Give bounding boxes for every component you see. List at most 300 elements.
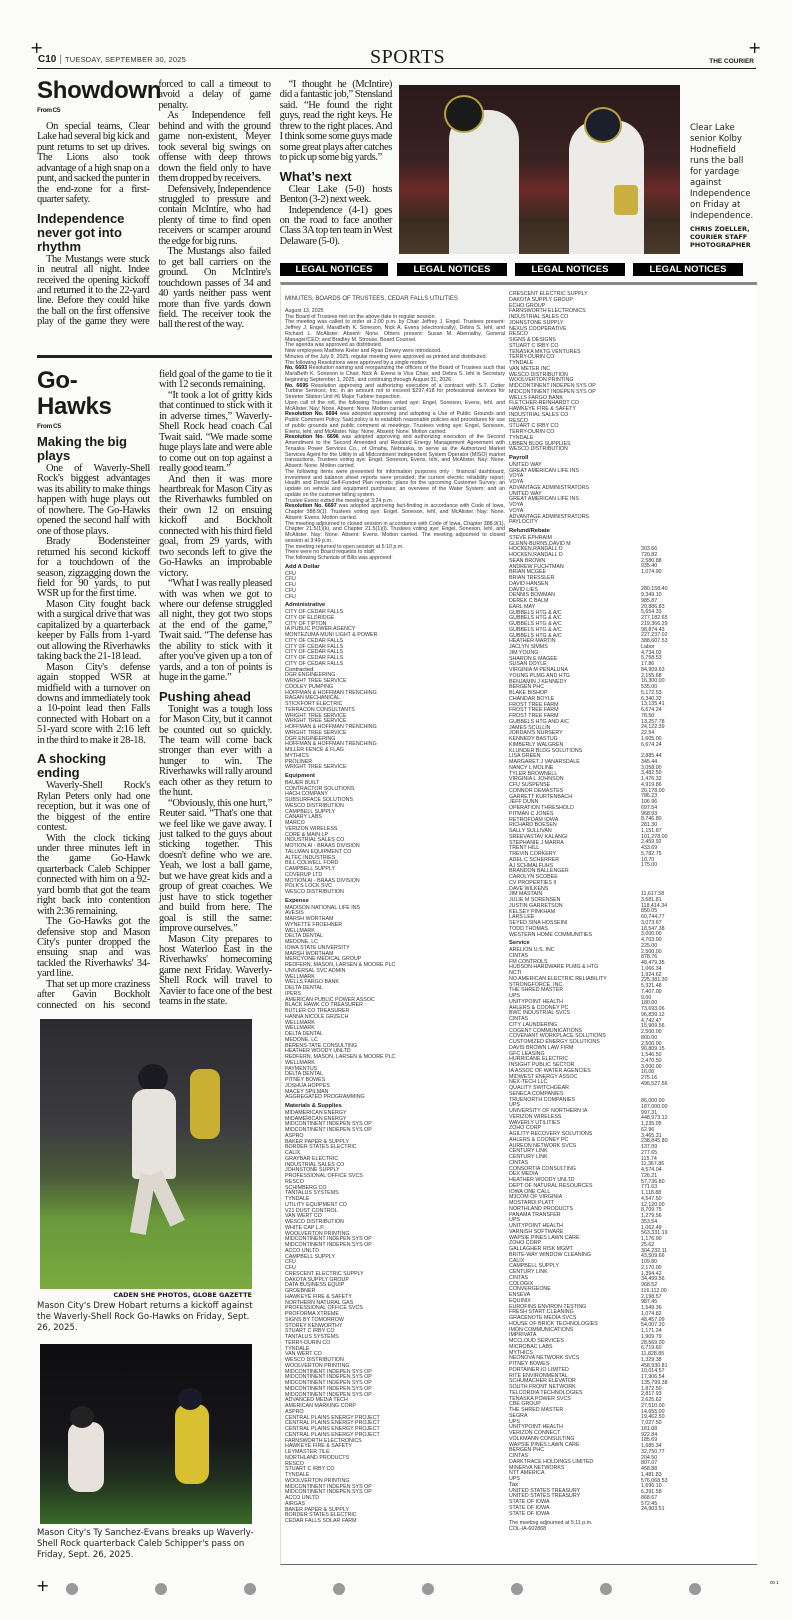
bill-amount: 1,074.90: [641, 569, 662, 575]
vendor-name: CONSORTIA CONSULTING: [509, 1165, 576, 1172]
headline: Showdown: [37, 77, 162, 104]
bill-amount: 180.00: [641, 1000, 658, 1007]
vendor-name: SIGNS BY TOMORROW: [285, 1316, 344, 1323]
bill-amount: 563,331.19: [641, 1230, 668, 1237]
vendor-name: JIM YOUNG: [509, 649, 539, 656]
bill-amount: 4,703.00: [641, 937, 662, 943]
paragraph: With the clock ticking under three minutes left in the game Go-Hawk quarterback Caleb Schipper connected with him on a 92-yard bomb that got the team right back into contention with 2:36 remaining.: [37, 832, 150, 917]
vendor-name: GLENN-BURNS,DAVID M: [509, 540, 571, 547]
vendor-name: TALLMAN EQUIPMENT CO: [285, 848, 352, 855]
vendor-name: ARELION U.S. INC: [509, 947, 555, 953]
vendor-name: HAWKEYE FIRE & SAFETY: [285, 1443, 352, 1450]
bill-amount: 277,182.65: [641, 615, 668, 621]
bill-amount: 60,744.77: [641, 914, 665, 920]
bill-amount: 12,120.00: [641, 1201, 665, 1208]
bill-amount: 5,654.33: [641, 609, 662, 616]
vendor-name: MIDCONTINENT INDEPEN SYS OP: [509, 388, 596, 395]
bill-amount: 2,580.88: [641, 557, 662, 564]
vendor-name: CAMPBELL SUPPLY: [509, 1263, 560, 1270]
bill-amount: 303.66: [641, 546, 658, 552]
vendor-name: NORTHLAND PRODUCTS: [509, 1205, 574, 1212]
legal-title: MINUTES, BOARDS OF TRUSTEES, CEDAR FALLS UTILITIES: [285, 296, 458, 302]
vendor-name: UNITED WAY: [509, 490, 542, 497]
paragraph: Mason City fought back with a surgical drive that was capitalized by a quarterback keeper by Falls from 1-yard out allowing the Riverhawks taking back the 21-18 lead.: [37, 598, 150, 663]
vendor-name: TELCORDIA TECHNOLOGIES: [509, 1389, 583, 1396]
vendor-name: WELLMARK: [285, 927, 315, 934]
registration-mark: +: [748, 38, 762, 57]
vendor-name: PROFORMA XTREME: [285, 1311, 339, 1317]
vendor-name: MIDCONTINENT INDEPEN SYS OP: [285, 1368, 372, 1375]
bill-amount: 1,696.10: [641, 1483, 662, 1490]
bill-amount: 3,000.00: [641, 931, 662, 938]
bill-amount: 458.88: [641, 1466, 658, 1472]
vendor-name: NORTHERN NATURAL GAS: [285, 1299, 354, 1306]
paper-name: THE COURIER: [709, 58, 754, 65]
vendor-name: CINTAS: [509, 1159, 529, 1166]
vendor-name: VERIZON CONNECT: [509, 1430, 561, 1436]
vendor-name: AIRGAS: [285, 1500, 306, 1507]
vendor-name: CAMPBELL SUPPLY: [285, 866, 336, 872]
bill-amount: 9.00: [641, 994, 652, 1001]
minutes-text: was adopted approving and authorizing execution of the Second Amendment to the Second Amended and Restated Energy Management Agreement with Tenaska Power Services Co., of Omaha, Nebraska, to serve as the Authorized Market Services Agent for the Utility in all Midcontinent Independent System Operator (MISO) market transactions. Trustees voting aye: Engel, Soneson, Evens, Iehl, and McAlister. Nay: None. Absent: None. Motion carried.: [285, 434, 505, 469]
vendor-name: M3COM OF VIRGINIA: [509, 1194, 563, 1201]
bill-amount: 54,007.20: [641, 1322, 665, 1329]
paragraph: “Obviously, this one hurt,” Reuter said. “That's one that we feel like we gave away. I just talked to the guys about sticking together. This doesn't define who we are. Yeah, we lost a ball game, but we have great kids and a group of great coaches. We just have to stick together and build from here. The goal is still the same: improve ourselves.”: [159, 797, 272, 935]
vendor-name: BERENS-TATE CONSULTING: [285, 1042, 358, 1049]
vendor-name: JOHNSTONE SUPPLY: [509, 319, 564, 326]
bill-amount: 57,736.80: [641, 1178, 665, 1185]
vendor-name: UNITED WAY: [509, 461, 542, 468]
subhead: Making the big plays: [37, 434, 127, 463]
bill-amount: 3,465.31: [641, 1132, 662, 1139]
vendor-name: TYNDALE: [285, 1345, 310, 1352]
vendor-name: AUREON NETWORK SVCS: [509, 1142, 577, 1149]
bill-amount: 34,499.56: [641, 1276, 665, 1283]
bill-amount: 106.96: [641, 799, 658, 805]
vendor-name: PROFESSIONAL OFFICE SVCS: [285, 1305, 363, 1312]
bill-amount: 1,329.38: [641, 1356, 662, 1363]
section-divider: [37, 355, 272, 358]
vendor-name: JOHNSTONE SUPPLY: [285, 1167, 340, 1174]
vendor-name: SCHUMACHER ELEVATOR: [509, 1378, 576, 1385]
vendor-name: STEPHANIE J MARRA: [509, 839, 564, 846]
vendor-name: CENTRAL PLAINS ENERGY PROJECT: [285, 1431, 380, 1438]
vendor-name: CENTURY LINK: [509, 1148, 548, 1155]
bill-amount: 17,906.54: [641, 1374, 665, 1380]
vendor-name: ZOHO CORP: [509, 1125, 542, 1132]
vendor-name: CITY OF CEDAR FALLS: [285, 660, 344, 667]
vendor-name: COGENT COMMUNICATIONS: [509, 1027, 583, 1034]
vendor-name: WESCO DISTRIBUTION: [285, 802, 344, 809]
bill-amount: 24,122.39: [641, 724, 665, 731]
issue-date: TUESDAY, SEPTEMBER 30, 2025: [64, 55, 186, 64]
bill-amount: 935.40: [641, 563, 658, 570]
vendor-name: WAVERLY UTILITIES: [509, 1119, 561, 1126]
bill-amount: 968.52: [641, 1282, 658, 1288]
vendor-name: UPS: [509, 1476, 520, 1482]
vendor-name: NO AMERICAN ELECTRIC RELIABILITY: [509, 975, 607, 982]
vendor-name: JACLYN SIMMS: [509, 644, 548, 650]
vendor-name: FROST TREE FARM: [509, 713, 559, 719]
vendor-name: CFU: [285, 576, 296, 583]
paragraph: And then it was more heartbreak for Mason City as the Riverhawks fumbled on their own 12 on ensuing kickoff and Bockholt connected with his third field goal, from 29 yards, with two seconds left to give the Go-Hawks an improbable victory.: [159, 473, 272, 579]
vendor-name: SHARON E MAGEE: [509, 655, 558, 662]
vendor-name: VERIZON WIRELESS: [285, 825, 338, 832]
vendor-name: INSIGHT PUBLIC SECTOR: [509, 1062, 575, 1068]
bill-amount: 101,278.00: [641, 833, 668, 840]
bill-amount: 807.07: [641, 1460, 658, 1467]
vendor-name: MEDONE, LC: [285, 1036, 318, 1043]
bill-amount: 572.45: [641, 1500, 658, 1507]
vendor-name: KENNEDY BASTUG: [509, 736, 558, 742]
vendor-name: UTILITY EQUIPMENT CO: [285, 1201, 347, 1208]
photo-caption: [690, 123, 756, 249]
bill-category: Equipment: [285, 773, 315, 779]
minutes-paragraph: [285, 470, 505, 499]
bill-category: Service: [509, 940, 530, 947]
paragraph: That set up more craziness after Gavin Bockholt connected on his second field goal of the game to tie it with 12 seconds remaining.: [37, 369, 272, 1011]
minutes-paragraph: [285, 556, 505, 562]
vendor-name: FROST TREE FARM: [509, 701, 559, 708]
vendor-name: SEYED SINA HOSSEINI: [509, 920, 568, 926]
vendor-name: WAPSIE PINES LAWN CARE: [509, 1234, 580, 1241]
minutes-text: Resolution approving and authorizing execution of a contract with S.T. Cotter Turbine Services, Inc. in an amount not to exceed $297,418 for professional services for Streeter Station Unit #6 Major Turbine Inspection.: [285, 382, 505, 400]
vendor-name: JEFF DUNN: [509, 799, 539, 806]
bill-amount: 86,000.00: [641, 1098, 665, 1104]
vendor-name: MYTHICS: [285, 752, 309, 759]
vendor-name: GUBBELS HTG AND A/C: [509, 718, 570, 725]
bill-amount: 987.45: [641, 1299, 658, 1306]
vendor-name: MILLER FENCE & FLAG: [285, 747, 344, 753]
vendor-name: MIDCONTINENT INDEPEN SYS OP: [285, 1391, 372, 1398]
vendor-name: HOCKEN,RANDALL D: [509, 552, 563, 558]
vendor-name: CRESCENT ELECTRIC SUPPLY: [285, 1270, 364, 1277]
vendor-name: AMERICAN PUBLIC POWER ASSOC: [285, 996, 375, 1003]
bill-amount: 2,155.68: [641, 672, 662, 679]
vendor-name: PROLINER: [285, 758, 313, 765]
paragraph: The Go-Hawks got the defensive stop and Mason City's punter dropped the ensuing snap and was tackled the Riverhawks' 34-yard line.: [37, 916, 150, 980]
registration-dot: [244, 1583, 256, 1595]
vendor-name: PAYLOCITY: [509, 519, 538, 526]
bill-amount: 458,930.81: [641, 1362, 668, 1369]
vendor-name: WELLMARK: [285, 1019, 315, 1026]
registration-mark: +: [30, 38, 44, 57]
vendor-name: BRIAN TRESSLER: [509, 575, 555, 581]
bill-amount: 225,381.30: [641, 977, 668, 984]
bill-amount: 985.87: [641, 597, 658, 604]
vendor-name: CENTURY LINK: [509, 1269, 548, 1275]
bill-amount: 1,066.34: [641, 965, 662, 972]
registration-dot: [689, 1583, 701, 1595]
vendor-name: BAKER PAPER & SUPPLY: [285, 1138, 349, 1145]
vendor-name: GREAT AMERICAN LIFE INS: [509, 496, 579, 503]
bill-amount: 4,734.02: [641, 649, 662, 656]
photo-credit: CADEN SHE PHOTOS, GLOBE GAZETTE: [113, 1291, 252, 1300]
legal-column-2: [509, 292, 637, 1533]
vendor-name: WESCO DISTRIBUTION: [285, 1219, 344, 1225]
vendor-name: MARCO: [285, 820, 305, 826]
vendor-name: NORTHLAND PRODUCTS: [285, 1454, 350, 1461]
vendor-name: RESCO: [509, 417, 528, 424]
vendor-name: WESTERN HOME COMMUNITIES: [509, 931, 592, 938]
vendor-name: TREVIN CORKERY: [509, 851, 556, 857]
vendor-name: HOUSE OF BRICK TECHNOLOGIES: [509, 1320, 598, 1327]
vendor-name: MARGARET J VANARSDALE: [509, 759, 580, 765]
vendor-name: TYNDALE: [509, 434, 534, 441]
vendor-name: STUART C IRBY CO: [509, 342, 559, 349]
vendor-name: ASPRO: [285, 1408, 304, 1415]
vendor-name: CONNOR DEMASTES: [509, 787, 564, 794]
vendor-name: CENTRAL PLAINS ENERGY PROJECT: [285, 1426, 380, 1432]
vendor-name: CITY OF TIPTON: [285, 620, 327, 627]
vendor-name: WOOLVERTON PRINTING: [285, 1477, 350, 1484]
bill-amount: 2,817.93: [641, 1391, 662, 1398]
paragraph: Mason City's defense again stopped WSR at midfield with a turnover on downs and immediately took a 10-point lead then Falls connected with Hobart on a 51-yard score with 2:16 left in the third to make it 28-18.: [37, 661, 150, 746]
bill-amount: 4,574.04: [641, 1167, 662, 1173]
paragraph: Waverly-Shell Rock's Rylan Peters only had one reception, but it was one of the biggest of the entire contest.: [37, 780, 150, 834]
vendor-name: INDUSTRIAL SALES CO: [509, 314, 569, 320]
vendor-name: COVERUP LTD: [285, 871, 323, 878]
vendor-name: CV PROPERTIES II: [509, 879, 557, 886]
photo-credit: CHRIS ZOELLER, COURIER STAFF PHOTOGRAPHER: [690, 225, 751, 249]
vendor-name: CITY OF CEDAR FALLS: [285, 637, 344, 644]
vendor-name: UPS: [509, 993, 520, 999]
vendor-name: BILL COLWELL FORD: [285, 860, 339, 867]
bill-amount: 20,178.00: [641, 787, 665, 794]
vendor-name: WRIGHT TREE SERVICE: [285, 712, 347, 719]
vendor-name: CITY LAUNDERING: [509, 1021, 558, 1028]
vendor-name: MIDCONTINENT INDEPEN SYS OP: [285, 1121, 372, 1128]
vendor-name: QUALITY SWITCHGEAR: [509, 1085, 569, 1091]
bill-amount: 62.96: [641, 1126, 655, 1133]
section-title: SPORTS: [370, 46, 446, 68]
bill-amount: 850.05: [641, 908, 658, 915]
vendor-name: IA ASSOC OF WATER AGENCIES: [509, 1067, 591, 1074]
vendor-name: CFU: [285, 593, 296, 600]
vendor-name: HUDSON HARDWARE PLMG & HTG: [509, 964, 599, 971]
vendor-name: UBBEN BLDG SUPPLIES: [509, 440, 571, 447]
vendor-name: CENTURY LINK: [509, 1154, 548, 1160]
minutes-text: [285, 309, 505, 562]
vendor-name: OPERATION THRESHOLD: [509, 805, 574, 811]
header-rule: [37, 68, 756, 69]
vendor-name: NEXUS COOPERATIVE: [509, 325, 567, 332]
bill-category: Contracted: [285, 666, 314, 673]
bill-amount: 227,237.02: [641, 632, 668, 639]
vendor-name: MIDCONTINENT INDEPEN SYS OP: [285, 1380, 372, 1386]
vendor-name: CORE & MAIN LP: [285, 831, 328, 838]
bill-amount: 1,171.24: [641, 1328, 662, 1334]
vendor-name: PANAMA TRANSFER: [509, 1211, 561, 1218]
vendor-name: BRIAN MCGEE: [509, 569, 547, 576]
vendor-name: GREAT AMERICAN LIFE INS: [509, 467, 579, 474]
vendor-name: CITY OF CEDAR FALLS: [285, 649, 344, 656]
vendor-name: HAWKEYE FIRE & SAFETY: [509, 406, 576, 412]
bill-amount: 1,476.32: [641, 776, 662, 782]
vendor-name: ADVANTAGE ADMINISTRATORS: [509, 484, 589, 491]
bill-category: Administrative: [285, 602, 326, 609]
minutes-text: The following items were presented for information purposes only : financial dashboard, investment and balance sheet reports were provided; the current electric reliability report; Health and Dental Self-Funded Plan reports; plans for the upcoming Customer Survey; an update on vehicle and equipment purchases; an overview of the Water System; and an update on the customer billing system.: [285, 468, 505, 498]
vendor-name: CONVERGEONE: [509, 1286, 551, 1293]
vendor-name: FRESH START CLEANING: [509, 1309, 574, 1316]
vendor-name: FLETCHER-REINHARDT CO: [509, 400, 579, 407]
bill-amount: 1,151.87: [641, 827, 662, 834]
bill-amount: 1,549.36: [641, 1305, 662, 1311]
vendor-name: GUBBELS HTG & A/C: [509, 615, 562, 622]
vendor-name: HEATHER WOODY UNLTD: [285, 1048, 351, 1055]
vendor-name: CITY OF CEDAR FALLS: [285, 655, 344, 661]
vendor-name: MACEY SPILMAN: [285, 1088, 329, 1095]
bill-amount: 11,828.85: [641, 1351, 665, 1357]
minutes-paragraph: [285, 522, 505, 545]
bill-amount: 277.65: [641, 1149, 658, 1156]
minutes-text: Upon call of the roll, the following Trustees voted aye: Engel, Soneson, Evens, Iehl, and McAlister. Nay: None. Absent: None. Motion carried.: [285, 399, 505, 412]
vendor-name: UPS: [509, 1217, 520, 1224]
registration-dot: [422, 1583, 434, 1595]
vendor-name: WELLMARK: [285, 973, 315, 980]
bill-amount: 18,547.38: [641, 925, 665, 932]
vendor-name: WRIGHT TREE SERVICE: [285, 764, 347, 771]
vendor-name: TYNDALE: [285, 1196, 310, 1202]
bill-amount: 1,605.00: [641, 735, 662, 742]
vendor-name: NCTI: [509, 970, 522, 976]
vendor-name: IOWA ONE CALL: [509, 1188, 551, 1195]
bill-amount: 187,000.00: [641, 1103, 668, 1110]
bill-amount: 7,027.50: [641, 1420, 662, 1426]
vendor-name: JULIE M SORENSEN: [509, 897, 561, 903]
vendor-name: TENASKA MKTG VENTURES: [509, 348, 581, 355]
bill-amount: Labor: [641, 643, 655, 650]
bill-amount: 28,569.00: [641, 1339, 665, 1346]
vendor-name: VOYA: [509, 502, 524, 508]
bill-amount: 2,459.92: [641, 839, 662, 846]
vendor-name: STATE OF IOWA: [509, 1510, 550, 1517]
vendor-name: UNITYPOINT HEALTH: [509, 1424, 563, 1431]
minutes-text: was adopted approving fact-finding in accordance with Code of Iowa, Chapter 388.9(1). Trustees voting aye: Engel, Soneson, Iehl, and McAlister. Nay: None. Absent: Evens. Motion carried.: [285, 503, 505, 521]
legal-notice-minutes: [280, 282, 757, 1565]
vendor-name: ENSEVA: [509, 1292, 531, 1298]
vendor-name: BUTLER CO TREASURER: [285, 1008, 350, 1014]
football-photo-pass: [40, 1344, 252, 1524]
vendor-name: ANDREW FUCHTMAN: [509, 563, 564, 570]
vendor-name: MCCLOUD SERVICES: [509, 1338, 564, 1344]
vendor-name: CENTRAL PLAINS ENERGY PROJECT: [285, 1420, 380, 1427]
vendor-name: STUART C IRBY CO: [509, 423, 559, 430]
vendor-name: AVESIS: [285, 910, 304, 917]
vendor-name: GRAYBAR ELECTRIC: [285, 1155, 339, 1162]
vendor-name: CALIX: [509, 1257, 525, 1264]
bill-amount: 10,014.57: [641, 1368, 665, 1375]
vendor-name: MIDCONTINENT INDEPEN SYS OP: [285, 1236, 372, 1243]
vendor-name: WELLMARK: [285, 1059, 315, 1066]
bill-amount: 345.44: [641, 758, 658, 765]
vendor-name: CITY OF CEDAR FALLS: [285, 609, 344, 615]
bill-amount: 10.70: [641, 856, 655, 863]
bill-amount: 922.84: [641, 1431, 658, 1438]
bill-amount: 16.00: [641, 1069, 655, 1076]
registration-dot: [333, 1583, 345, 1595]
vendor-name: REDFERN, MASON, LARSEN & MOORE PLC: [285, 962, 396, 968]
vendor-name: SEGRA: [509, 1412, 528, 1419]
bill-amount: 204.50: [641, 1454, 658, 1461]
paragraph: One of Waverly-Shell Rock's biggest advantages was its ability to make things happen with huge plays out of nowhere. The Go-Hawks opened the second half with one of those plays.: [37, 463, 150, 537]
vendor-name: INDUSTRIAL SALES CO: [285, 1161, 345, 1168]
bill-amount: 20,886.83: [641, 603, 665, 610]
vendor-name: BAUER BUILT: [285, 779, 320, 786]
vendor-name: BWC INDUSTRIAL SVCS: [509, 1010, 571, 1017]
vendor-name: TYNDALE: [285, 1472, 310, 1478]
vendor-name: HOFFMAN & HOFFMAN TRENCHING: [285, 724, 377, 730]
vendor-name: PORTAINER.IO LIMITED: [509, 1366, 569, 1373]
bill-amount: 17.86: [641, 661, 655, 667]
bill-amount: 281.30: [641, 822, 658, 828]
vendor-name: TODD THOMAS: [509, 925, 548, 932]
bill-category: Payroll: [509, 455, 529, 461]
vendor-name: ASPRO: [285, 1132, 304, 1139]
vendor-name: DENNIS BOWMAN: [509, 592, 555, 599]
legal-notices-banner: LEGAL NOTICES: [280, 263, 388, 276]
vendor-name: DAKOTA SUPPLY GROUP: [285, 1276, 349, 1283]
bill-amount: 185.69: [641, 1437, 658, 1444]
bill-amount: 7,407.00: [641, 988, 662, 995]
vendor-name: GUBBELS HTG & A/C: [509, 626, 562, 633]
vendor-name: UNITED STATES TREASURY: [509, 1487, 581, 1494]
vendor-name: KIMBERLY WALGREN: [509, 741, 564, 748]
vendor-name: STEVE EPHRAIM: [509, 534, 552, 541]
vendor-name: ECHO GROUP: [509, 302, 546, 309]
vendor-name: RETROFOAM IOWA: [509, 816, 559, 823]
jump-line: From C5: [37, 107, 61, 114]
bill-amount: 304,232.11: [641, 1247, 668, 1254]
vendor-name: MIDCONTINENT INDEPEN SYS OP: [285, 1489, 372, 1496]
bill-amount: 11,367.86: [641, 1161, 665, 1168]
registration-dot: [66, 1583, 78, 1595]
bill-amount: 388,607.53: [641, 638, 668, 644]
caption-text: Clear Lake senior Kolby Hodnefield runs the ball for yardage against Independence on Friday at Independence.: [690, 123, 754, 221]
minutes-text: Minutes of the July 9, 2025, regular meeting were approved as printed and distributed.: [285, 353, 487, 360]
bill-amount: 1,546.50: [641, 1052, 662, 1058]
bill-amount: 2,170.00: [641, 1264, 662, 1271]
vendor-name: CONTRACTOR SOLUTIONS: [285, 785, 355, 792]
bill-amount: 2,500.00: [641, 948, 662, 955]
bill-amount: 4,742.47: [641, 1017, 662, 1024]
vendor-name: KLUNDER BLDG SOLUTIONS: [509, 747, 583, 754]
vendor-name: PITMAN C JONES: [509, 810, 554, 817]
vendor-name: WAPSIE PINES LAWN CARE: [509, 1441, 580, 1448]
vendor-name: CBE GROUP: [509, 1401, 541, 1408]
minutes-text: New employees Matthew Kieler and Ryan Dewey were introduced.: [285, 348, 442, 354]
vendor-name: NTT AMERICA: [509, 1470, 545, 1477]
vendor-name: BRITE-WAY WINDOW CLEANING: [509, 1251, 592, 1258]
vendor-name: CHANDAR BOYLE: [509, 695, 555, 702]
bill-amount: 6,674.24: [641, 707, 662, 713]
vendor-name: DAVID HANSEN: [509, 580, 549, 587]
vendor-name: THE SHRED MASTER: [509, 987, 564, 994]
legal-notices-banner: LEGAL NOTICES: [515, 263, 625, 276]
vendor-name: HOFFMAN & HOFFMAN TRENCHING: [285, 689, 377, 696]
vendor-name: HURRICANE ELECTRIC: [509, 1056, 569, 1063]
paragraph: Tonight was a tough loss for Mason City, but it cannot be counted out so quickly. The team will come back stronger than ever with a hunger to win. The Riverhawks will rally around each other as they return to the hunt.: [159, 703, 272, 799]
vendor-name: EQUINIX: [509, 1297, 531, 1304]
vendor-name: CFU SUSPENSE: [509, 782, 551, 788]
vendor-name: HANNA NICOLE GRZECH: [285, 1013, 349, 1020]
bill-amount: 115.74: [641, 1155, 657, 1162]
vendor-name: WESCO DISTRIBUTION: [285, 889, 344, 895]
minutes-text: The meeting adjourned to closed session in accordance with Code of Iowa, Chapter 388.9(1), Chapter 21.5(1)(k), and Chapter 21.5(1)(l). Trustees voting aye: Engel, Soneson, Iehl, and McAlister. Nay: None. Absent: Evens. Motion carried. The meeting adjourned to closed session at 3:49 p.m.: [285, 520, 505, 544]
vendor-name: MONTEZUMA MUNI LIGHT & POWER: [285, 632, 378, 638]
vendor-name: FROST TREE FARM: [509, 707, 559, 714]
vendor-name: TYLER BROWNELL: [509, 770, 558, 777]
